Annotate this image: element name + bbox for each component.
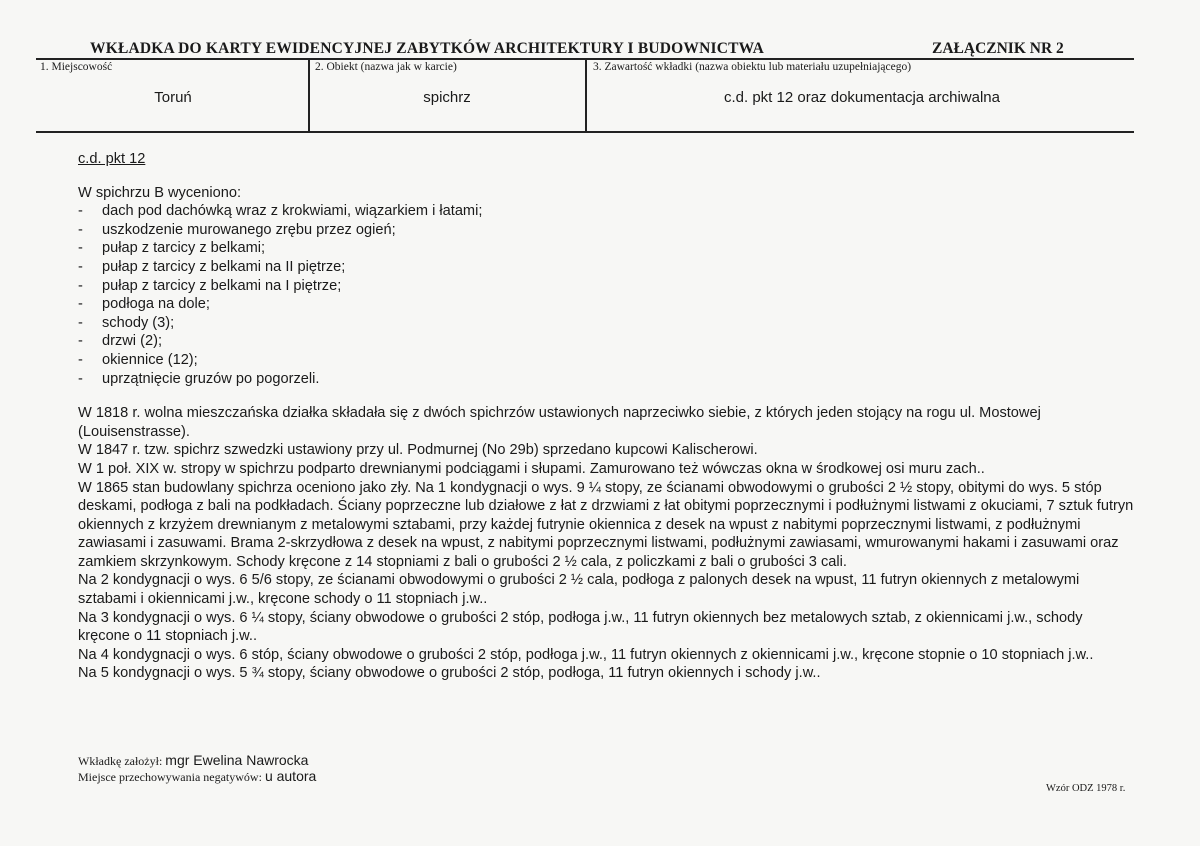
list-item: - schody (3); <box>78 314 1138 333</box>
form-header-title: WKŁADKA DO KARTY EWIDENCYJNEJ ZABYTKÓW ARCHITEKTURY I BUDOWNICTWA <box>90 40 765 57</box>
contents-value: c.d. pkt 12 oraz dokumentacja archiwalna <box>724 89 1000 106</box>
valuation-list <box>78 202 1138 388</box>
object-value: spichrz <box>423 89 471 106</box>
list-item: - okiennice (12); <box>78 351 1138 370</box>
form-template-id: Wzór ODZ 1978 r. <box>1046 783 1126 794</box>
object-label: 2. Obiekt (nazwa jak w karcie) <box>315 61 457 73</box>
list-item: - pułap z tarcicy z belkami; <box>78 239 1138 258</box>
author-value: mgr Ewelina Nawrocka <box>165 752 309 768</box>
list-item: - dach pod dachówką wraz z krokwiami, wiązarkiem i łatami; <box>78 202 1138 221</box>
list-intro: W spichrzu B wyceniono: <box>78 184 242 201</box>
author-label: Wkładkę założył: <box>78 754 163 768</box>
list-item: - uprzątnięcie gruzów po pogorzeli. <box>78 370 1138 389</box>
place-label: 1. Miejscowość <box>40 61 113 73</box>
author-line <box>78 752 308 769</box>
list-item: - podłoga na dole; <box>78 295 1138 314</box>
negatives-label: Miejsce przechowywania negatywów: <box>78 770 262 784</box>
section-title: c.d. pkt 12 <box>78 151 146 167</box>
paragraph: W 1818 r. wolna mieszczańska działka składała się z dwóch spichrzów ustawionych naprzeciwko siebie, z których jeden stojący na rogu ul. Mostowej (Louisenstrasse). <box>78 405 1041 440</box>
column-divider-2 <box>585 58 587 132</box>
paragraph: Na 5 kondygnacji o wys. 5 ¾ stopy, ściany obwodowe o grubości 2 stóp, podłoga, 11 futryn okiennych i schody j.w.. <box>78 665 821 682</box>
contents-label: 3. Zawartość wkładki (nazwa obiektu lub materiału uzupełniającego) <box>593 61 912 73</box>
column-divider-1 <box>308 58 310 132</box>
annex-number: ZAŁĄCZNIK NR 2 <box>932 40 1064 57</box>
negatives-line <box>78 768 316 785</box>
document-body <box>78 150 1138 683</box>
list-item: - uszkodzenie murowanego zrębu przez ogień; <box>78 221 1138 240</box>
list-item: - pułap z tarcicy z belkami na II piętrze; <box>78 258 1138 277</box>
list-item: - drzwi (2); <box>78 332 1138 351</box>
paragraph: Na 4 kondygnacji o wys. 6 stóp, ściany obwodowe o grubości 2 stóp, podłoga j.w., 11 futryn okiennych z okiennicami j.w., kręcone stopnie o 10 stopniach j.w.. <box>78 646 1094 663</box>
list-item: - pułap z tarcicy z belkami na I piętrze; <box>78 277 1138 296</box>
negatives-value: u autora <box>264 768 317 784</box>
paragraph: Na 3 kondygnacji o wys. 6 ¼ stopy, ściany obwodowe o grubości 2 stóp, podłoga j.w., 11 futryn okiennych bez metalowych sztab, z okiennicami j.w., schody kręcone o 11 stopniach j.w.. <box>78 609 1083 645</box>
paragraph: W 1847 r. tzw. spichrz szwedzki ustawiony przy ul. Podmurnej (No 29b) sprzedano kupcowi Kalischerowi. <box>78 442 758 459</box>
paragraph: Na 2 kondygnacji o wys. 6 5/6 stopy, ze ścianami obwodowymi o grubości 2 ½ cala, podłoga z palonych desek na wpust, 11 futryn okiennych z metalowymi sztabami i okiennicami j.w., kręcone schody o 11 stopniach j.w.. <box>78 572 1080 608</box>
paragraph: W 1865 stan budowlany spichrza oceniono jako zły. Na 1 kondygnacji o wys. 9 ¼ stopy, ze ścianami obwodowymi o grubości 2 ½ stopy, obitymi do wys. 5 stóp deskami, podłoga z bali na podkładach. Ściany poprzeczne lub działowe z łat z drzwiami z łat obitymi poprzecznymi i podłużnymi listwami z okuciami, 7 sztuk futryn okiennych z krzyżem drewnianym z metalowymi sztabami, przy każdej futrynie okiennica z desek na wpust z nabitymi poprzecznymi listwami, z podłużnymi zawiasami i zasuwami. Brama 2-skrzydłowa z desek na wpust, z nabitymi poprzecznymi listwami, podłużnymi zawiasami, wmurowanymi hakami i zasuwami oraz zamkiem skrzynkowym. Schody kręcone z 14 stopniami z bali o grubości 2 ½ cala, z policzkami z bali o grubości 3 cali. <box>78 479 1134 570</box>
place-value: Toruń <box>154 89 192 106</box>
paragraph: W 1 poł. XIX w. stropy w spichrzu podparto drewnianymi podciągami i słupami. Zamurowano też wówczas okna w środkowej osi muru zach.. <box>78 460 985 477</box>
